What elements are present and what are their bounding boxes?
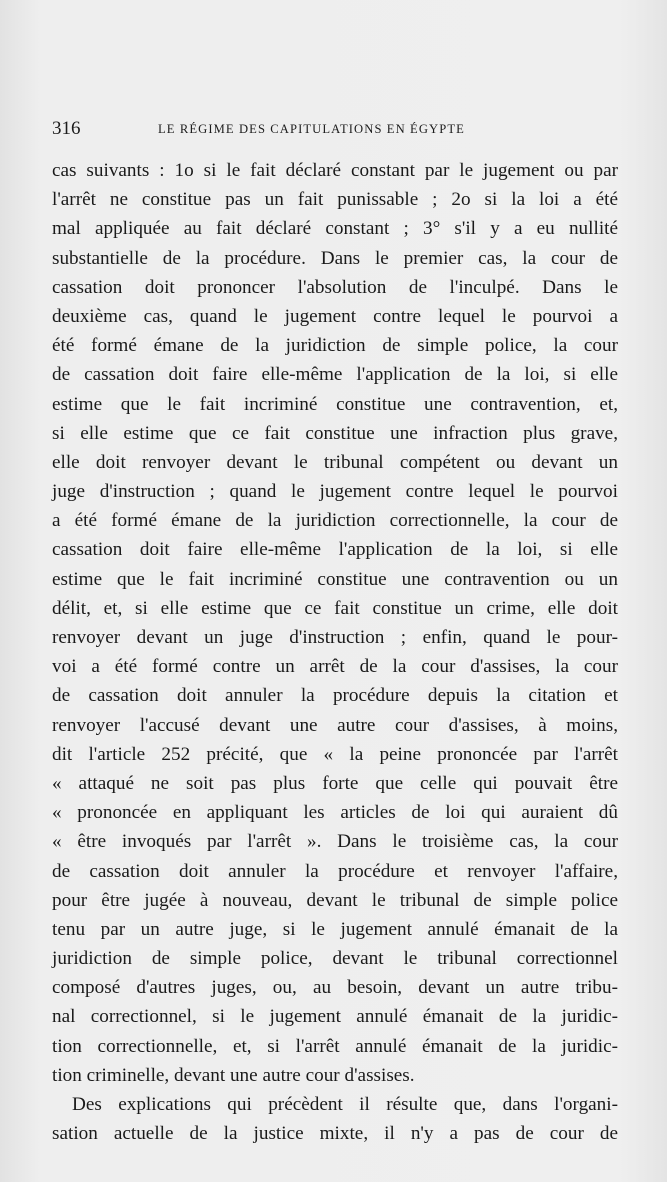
text-line: mal appliquée au fait déclaré constant ; 3° s'il y a eu nullité [52, 218, 618, 240]
text-line: de cassation doit faire elle-même l'application de la loi, si elle [52, 364, 618, 386]
text-line: délit, et, si elle estime que ce fait constitue un crime, elle doit [52, 597, 618, 619]
text-line: l'arrêt ne constitue pas un fait punissable ; 2o si la loi a été [52, 189, 618, 211]
text-line: « être invoqués par l'arrêt ». Dans le troisième cas, la cour [52, 831, 618, 853]
text-line: a été formé émane de la juridiction correctionnelle, la cour de [52, 510, 618, 532]
text-line: juge d'instruction ; quand le jugement contre lequel le pourvoi [52, 481, 618, 503]
text-line: été formé émane de la juridiction de simple police, la cour [52, 335, 618, 357]
text-line: sation actuelle de la justice mixte, il n'y a pas de cour de [52, 1123, 618, 1145]
paragraph-last-line: tion criminelle, devant une autre cour d'assises. [52, 1064, 415, 1086]
text-line: composé d'autres juges, ou, au besoin, devant un autre tribu- [52, 977, 618, 999]
paragraph-first-line: Des explications qui précèdent il résulte que, dans l'organi- [72, 1094, 618, 1115]
text-line: cas suivants : 1o si le fait déclaré constant par le jugement ou par [52, 160, 618, 181]
page-number: 316 [52, 118, 81, 139]
text-line: renvoyer devant un juge d'instruction ; enfin, quand le pour- [52, 627, 618, 648]
text-line: de cassation doit annuler la procédure depuis la citation et [52, 685, 618, 707]
text-line: elle doit renvoyer devant le tribunal compétent ou devant un [52, 451, 618, 473]
text-line: juridiction de simple police, devant le tribunal correctionnel [52, 948, 618, 970]
page-header [52, 118, 622, 142]
text-line: deuxième cas, quand le jugement contre lequel le pourvoi a [52, 305, 618, 327]
text-line: cassation doit faire elle-même l'application de la loi, si elle [52, 539, 618, 561]
text-line: cassation doit prononcer l'absolution de l'inculpé. Dans le [52, 276, 618, 298]
text-line: tion correctionnelle, et, si l'arrêt annulé émanait de la juridic- [52, 1035, 618, 1057]
running-head: LE RÉGIME DES CAPITULATIONS EN ÉGYPTE [158, 122, 465, 136]
text-line: si elle estime que ce fait constitue une infraction plus grave, [52, 422, 618, 444]
text-line: substantielle de la procédure. Dans le premier cas, la cour de [52, 247, 618, 269]
text-line: nal correctionnel, si le jugement annulé émanait de la juridic- [52, 1006, 618, 1028]
body-text [52, 156, 618, 1148]
text-line: dit l'article 252 précité, que « la peine prononcée par l'arrêt [52, 743, 618, 765]
text-line: estime que le fait incriminé constitue une contravention, et, [52, 393, 618, 415]
text-line: de cassation doit annuler la procédure et renvoyer l'affaire, [52, 860, 618, 882]
text-line: estime que le fait incriminé constitue une contravention ou un [52, 568, 618, 590]
text-line: « attaqué ne soit pas plus forte que celle qui pouvait être [52, 772, 618, 794]
text-line: renvoyer l'accusé devant une autre cour d'assises, à moins, [52, 714, 618, 736]
text-line: « prononcée en appliquant les articles de loi qui auraient dû [52, 802, 618, 824]
text-line: pour être jugée à nouveau, devant le tribunal de simple police [52, 889, 618, 911]
text-line: tenu par un autre juge, si le jugement annulé émanait de la [52, 918, 618, 940]
text-line: voi a été formé contre un arrêt de la cour d'assises, la cour [52, 656, 618, 678]
